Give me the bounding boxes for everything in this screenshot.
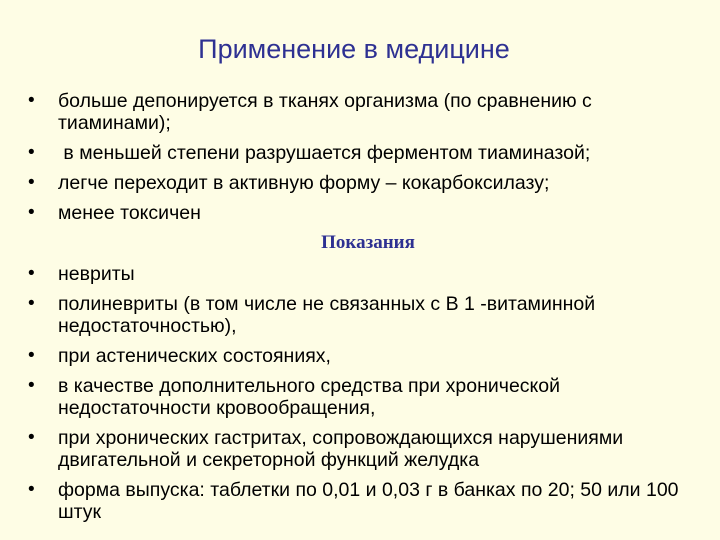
list-item-text: полиневриты (в том числе не связанных с В 1 -витаминной недостаточностью), [58, 293, 596, 337]
list-item [28, 263, 708, 285]
list-item-text: в качестве дополнительного средства при хронической недостаточности кровообращения, [58, 375, 561, 419]
bullet-icon: • [28, 142, 35, 163]
list-item [28, 142, 708, 164]
list-item [28, 293, 708, 337]
bullet-icon: • [28, 90, 35, 111]
list-item-text: при хронических гастритах, сопровождающихся нарушениями двигательной и секреторной функций желудка [58, 427, 624, 471]
list-item-text: в меньшей степени разрушается ферментом тиаминазой; [58, 142, 591, 164]
bullet-icon: • [28, 375, 35, 396]
bullet-icon: • [28, 427, 35, 448]
indications-heading-text: Показания [321, 232, 415, 253]
list-item-text: при астенических состояниях, [58, 345, 331, 367]
bullet-icon: • [28, 172, 35, 193]
slide-content [28, 90, 708, 531]
list-item [28, 427, 708, 471]
bullet-icon: • [28, 263, 35, 284]
bullet-icon: • [28, 345, 35, 366]
bullet-icon: • [28, 293, 35, 314]
bullet-icon: • [28, 479, 35, 500]
list-item-text: невриты [58, 263, 135, 285]
list-item-text: менее токсичен [58, 202, 201, 224]
list-item [28, 90, 708, 134]
list-item-text: форма выпуска: таблетки по 0,01 и 0,03 г в банках по 20; 50 или 100 штук [58, 479, 679, 523]
list-item [28, 345, 708, 367]
list-item-text: легче переходит в активную форму – кокарбоксилазу; [58, 172, 550, 194]
list-item-text: больше депонируется в тканях организма (по сравнению с тиаминами); [58, 90, 592, 134]
list-item [28, 479, 708, 523]
slide-title: Применение в медицине [198, 34, 510, 64]
bullet-icon: • [28, 202, 35, 223]
list-item [28, 202, 708, 224]
indications-heading [28, 232, 708, 254]
list-item [28, 172, 708, 194]
list-item [28, 375, 708, 419]
